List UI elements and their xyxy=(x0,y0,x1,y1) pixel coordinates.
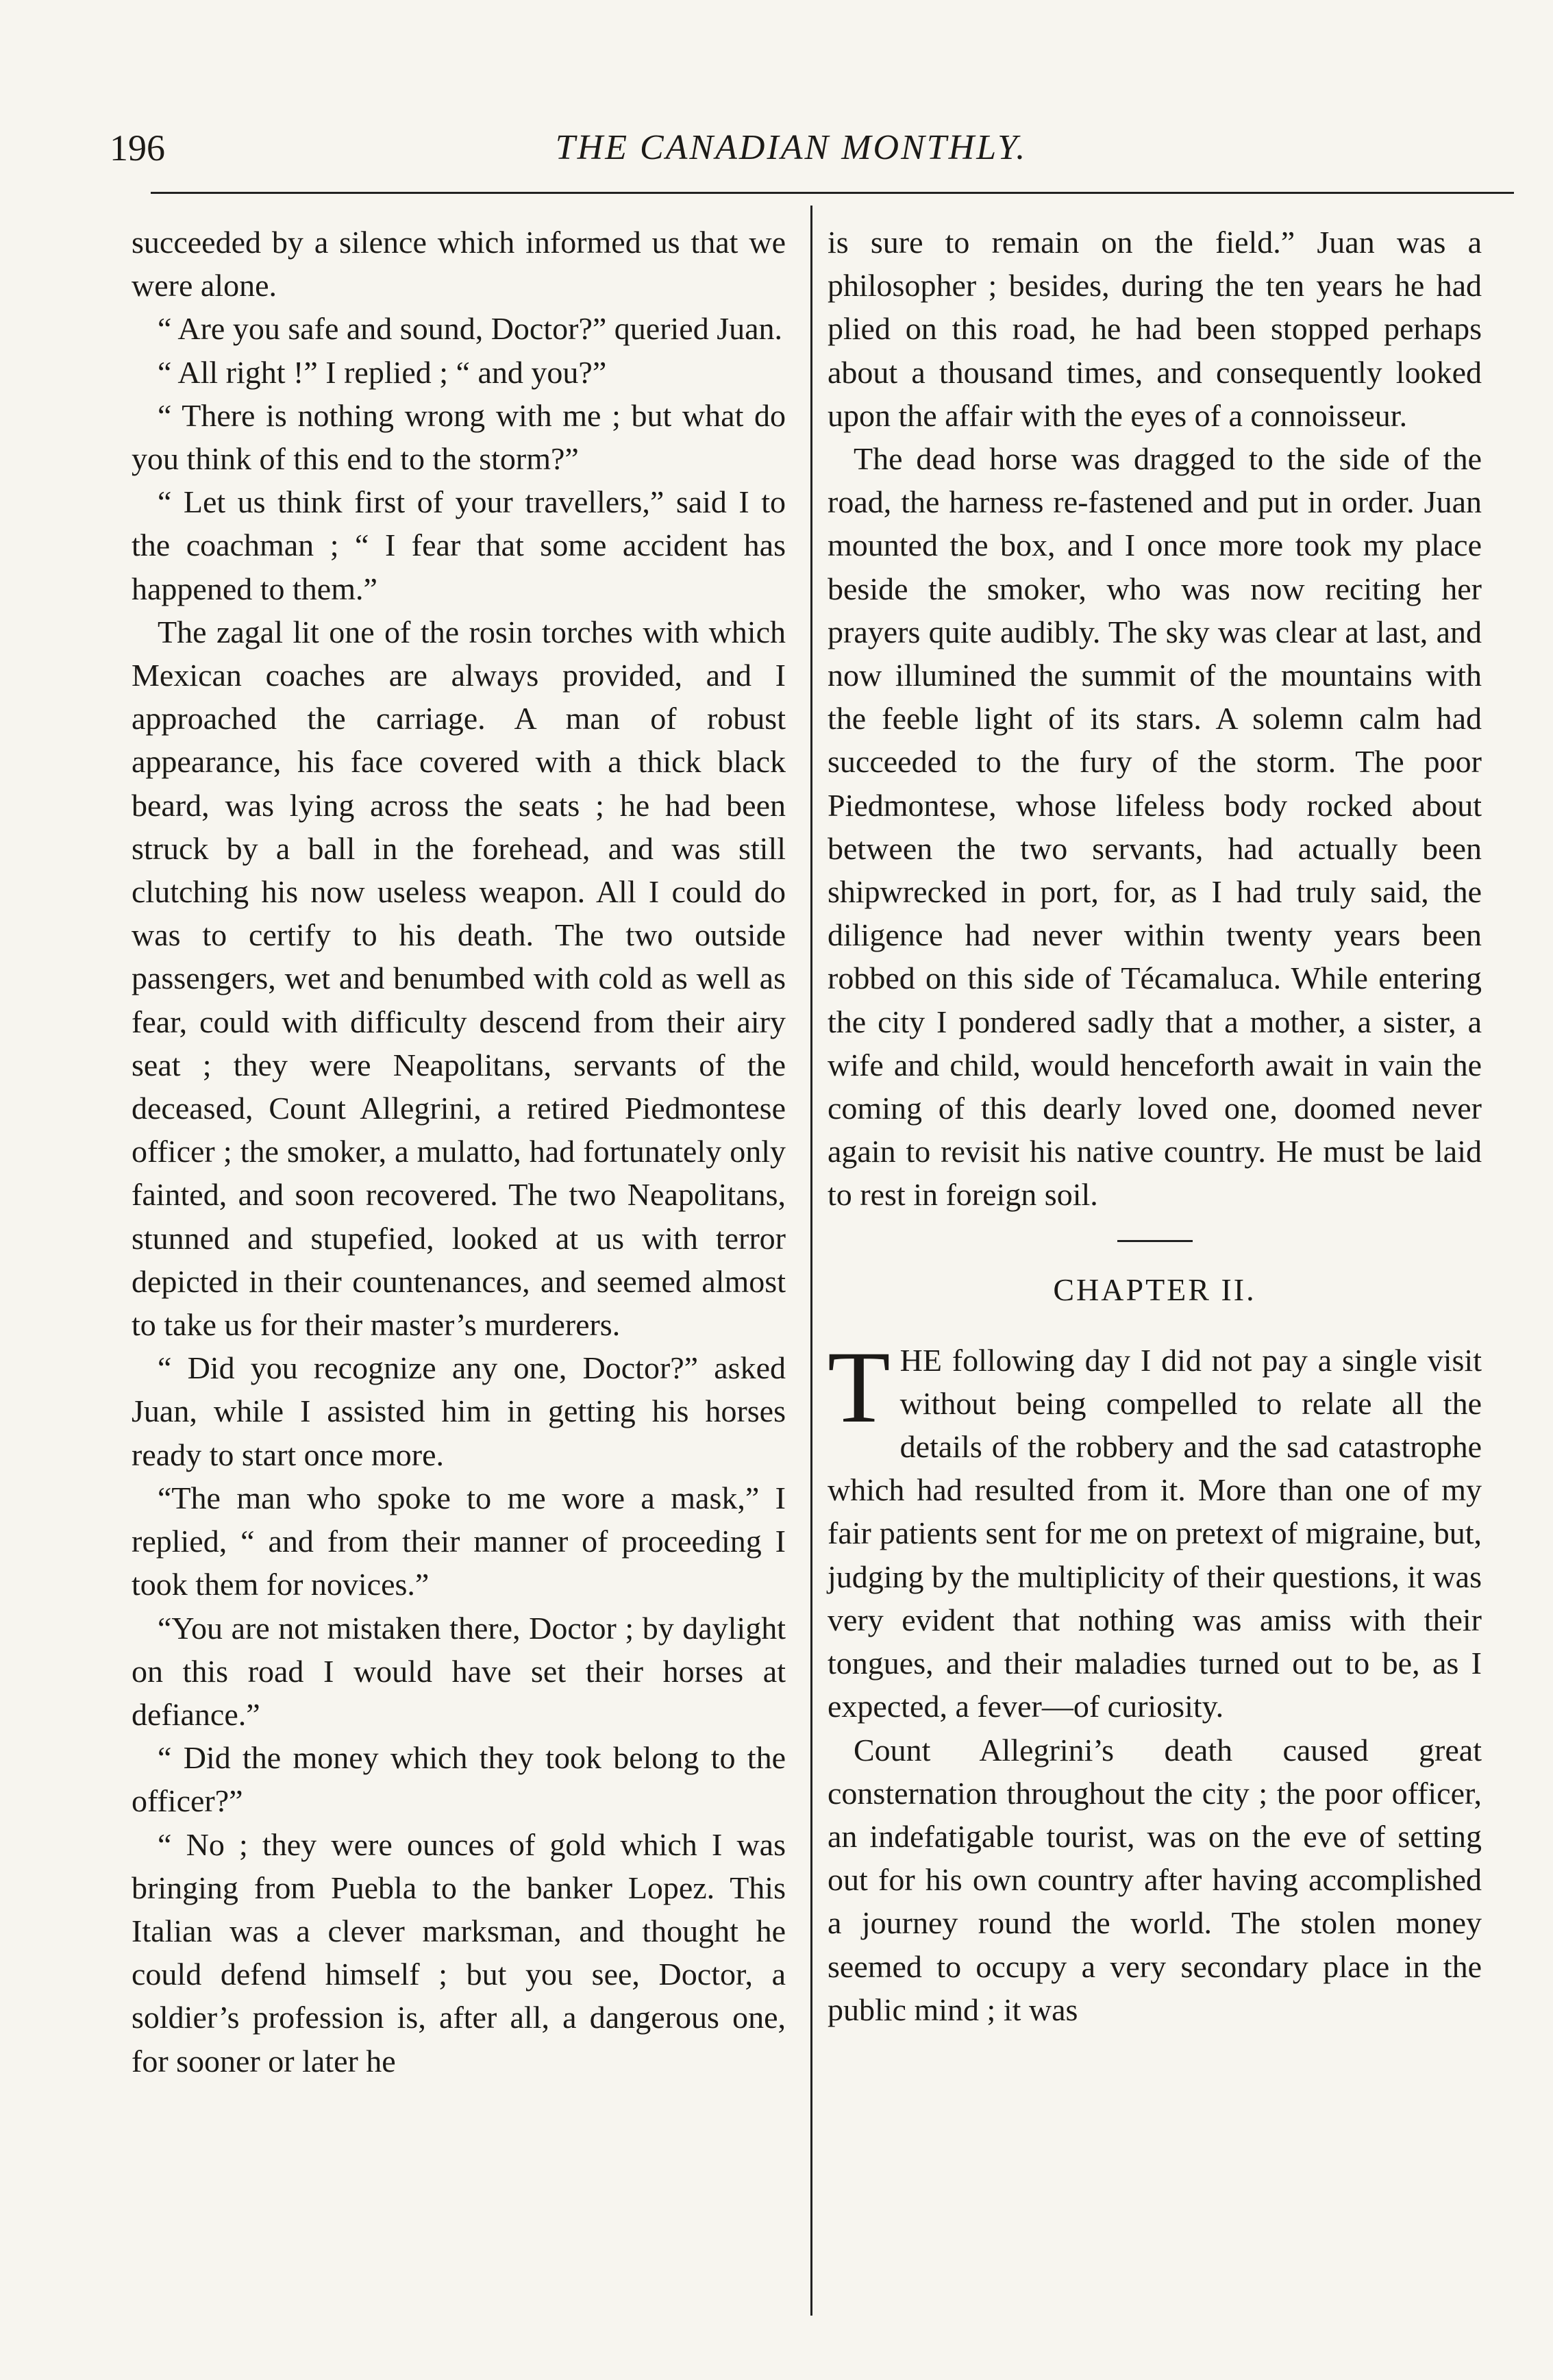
paragraph: “ No ; they were ounces of gold which I was bringing from Puebla to the banker Lopez. This Italian was a clever marksman, and thought he could defend himself ; but you see, Doctor, a soldier’s profession is, after all, a dangerous one, for sooner or later he xyxy=(132,1826,786,2079)
paragraph: Count Allegrini’s death caused great consternation throughout the city ; the poor officer, an indefatigable tourist, was on the eve of setting out for his own country after having accomplished a journey round the world. The stolen money seemed to occupy a very secondary place in the public mind ; it was xyxy=(828,1732,1482,2027)
paragraph: succeeded by a silence which informed us that we were alone. xyxy=(132,225,786,303)
chapter-paragraph-text: HE following day I did not pay a single visit without being compelled to relate all the details of the robbery and the sad catastrophe which had resulted from it. More than one of my fair patients sent for me on pretext of migraine, but, judging by the multiplicity of their questions, it was very evident that nothing was amiss with their tongues, and their maladies turned out to be, as I expected, a fever—of curiosity. xyxy=(828,1342,1482,1724)
running-header xyxy=(110,121,1473,175)
left-column xyxy=(132,221,786,2083)
right-column xyxy=(828,221,1482,2031)
page-number: 196 xyxy=(110,127,165,169)
paragraph: “ Did you recognize any one, Doctor?” asked Juan, while I assisted him in getting his horses ready to start once more. xyxy=(132,1350,786,1472)
running-title: THE CANADIAN MONTHLY. xyxy=(555,128,1028,167)
chapter-first-paragraph xyxy=(828,1330,1482,1728)
paragraph: “ There is nothing wrong with me ; but what do you think of this end to the storm?” xyxy=(132,397,786,477)
paragraph: “The man who spoke to me wore a mask,” I replied, “ and from their manner of proceeding I took them for novices.” xyxy=(132,1480,786,1602)
column-divider xyxy=(810,206,812,2316)
header-rule xyxy=(151,192,1514,194)
paragraph: “ Are you safe and sound, Doctor?” queried Juan. xyxy=(158,311,783,347)
paragraph: “ Did the money which they took belong to the officer?” xyxy=(132,1740,786,1819)
chapter-heading: CHAPTER II. xyxy=(1053,1272,1256,1307)
drop-cap: T xyxy=(828,1330,891,1444)
paragraph: “ Let us think first of your travellers,” said I to the coachman ; “ I fear that some accident has happened to them.” xyxy=(132,484,786,606)
paragraph: “ All right !” I replied ; “ and you?” xyxy=(158,354,607,390)
section-rule xyxy=(1117,1240,1193,1242)
paragraph: The zagal lit one of the rosin torches with which Mexican coaches are always provided, and I approached the carriage. A man of robust appearance, his face covered with a thick black beard, was lying across the seats ; he had been struck by a ball in the forehead, and was still clutching his now useless weapon. All I could do was to certify to his death. The two outside passengers, wet and benumbed with cold as well as fear, could with difficulty descend from their airy seat ; they were Neapolitans, servants of the deceased, Count Allegrini, a retired Piedmontese officer ; the smoker, a mulatto, had fortunately only fainted, and soon recovered. The two Neapolitans, stunned and stupefied, looked at us with terror depicted in their countenances, and seemed almost to take us for their master’s murderers. xyxy=(132,614,786,1343)
paragraph: The dead horse was dragged to the side of the road, the harness re-fastened and put in order. Juan mounted the box, and I once more took my place beside the smoker, who was now reciting her prayers quite audibly. The sky was clear at last, and now illumined the summit of the mountains with the feeble light of its stars. A solemn calm had succeeded to the fury of the storm. The poor Piedmontese, whose lifeless body rocked about between the two servants, had actually been shipwrecked in port, for, as I had truly said, the diligence had never within twenty years been robbed on this side of Técamaluca. While entering the city I pondered sadly that a mother, a sister, a wife and child, would henceforth await in vain the coming of this dearly loved one, doomed never again to revisit his native country. He must be laid to rest in foreign soil. xyxy=(828,441,1482,1213)
paragraph: is sure to remain on the field.” Juan was a philosopher ; besides, during the ten years he had plied on this road, he had been stopped perhaps about a thousand times, and consequently looked upon the affair with the eyes of a connoisseur. xyxy=(828,225,1482,433)
paragraph: “You are not mistaken there, Doctor ; by daylight on this road I would have set their horses at defiance.” xyxy=(132,1610,786,1732)
